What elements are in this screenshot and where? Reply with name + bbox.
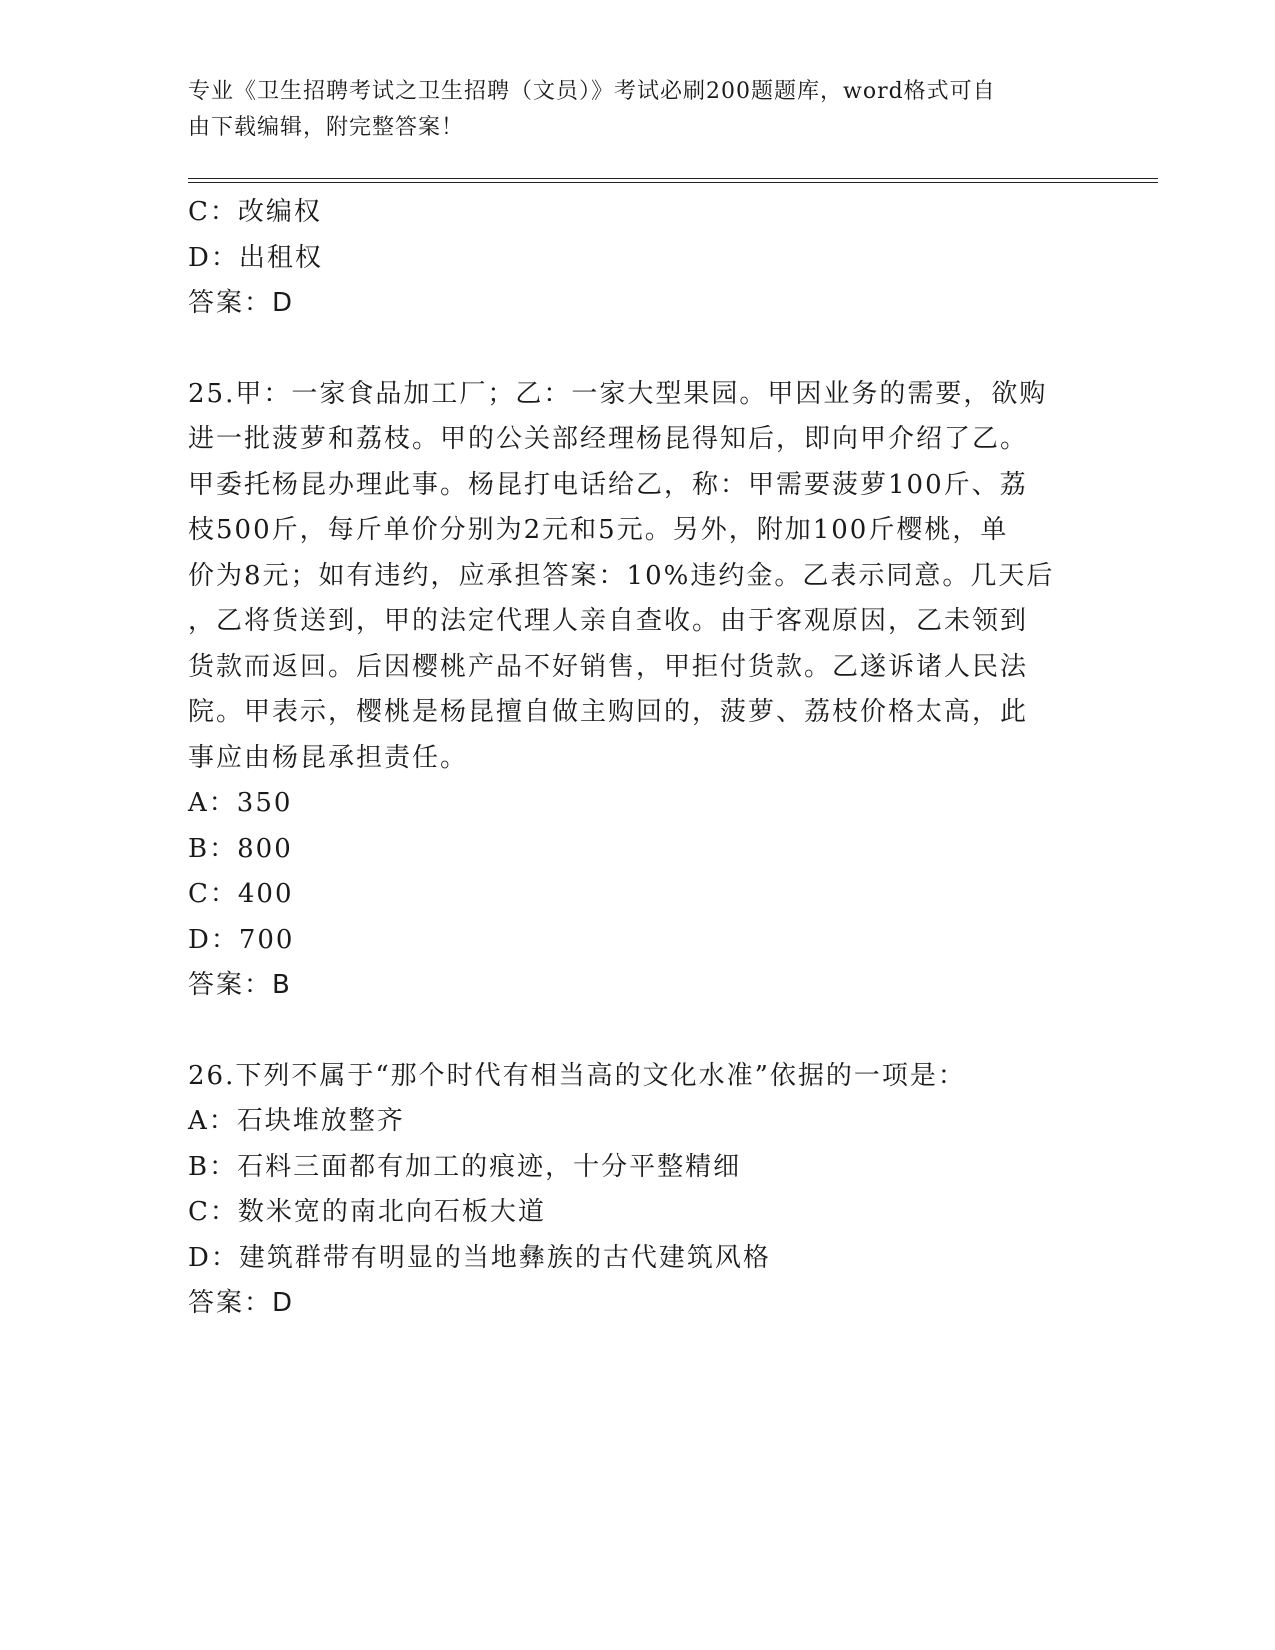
question-stem bbox=[188, 372, 1078, 782]
stem-line: 价为8元；如有违约，应承担答案：10%违约金。乙表示同意。几天后 bbox=[188, 560, 1055, 591]
spacer bbox=[188, 327, 1078, 372]
option-d: D：建筑群带有明显的当地彝族的古代建筑风格 bbox=[188, 1242, 771, 1273]
header-title-line-2: 由下载编辑，附完整答案！ bbox=[188, 115, 465, 140]
stem-line: 院。甲表示，樱桃是杨昆擅自做主购回的，菠萝、荔枝价格太高，此 bbox=[188, 697, 1029, 727]
stem-line: 进一批菠萝和荔枝。甲的公关部经理杨昆得知后，即向甲介绍了乙。 bbox=[188, 424, 1029, 454]
stem-line: ，乙将货送到，甲的法定代理人亲自查收。由于客观原因，乙未领到 bbox=[188, 606, 1029, 636]
document-header bbox=[188, 74, 1068, 146]
answer-line: 答案：D bbox=[188, 1288, 295, 1318]
previous-question-tail bbox=[188, 190, 1078, 327]
question-stem: 26.下列不属于“那个时代有相当高的文化水准”依据的一项是： bbox=[188, 1060, 966, 1091]
option-a: A：石块堆放整齐 bbox=[188, 1106, 405, 1136]
option-a: A：350 bbox=[188, 788, 293, 818]
option-c: C：数米宽的南北向石板大道 bbox=[188, 1197, 546, 1227]
spacer bbox=[188, 1009, 1078, 1054]
option-b: B：石料三面都有加工的痕迹，十分平整精细 bbox=[188, 1151, 742, 1182]
question-25 bbox=[188, 372, 1078, 1009]
option-d: D：出租权 bbox=[188, 242, 323, 273]
header-title-line-1: 专业《卫生招聘考试之卫生招聘（文员）》考试必刷200题题库，word格式可自 bbox=[188, 79, 996, 104]
answer-line: 答案：D bbox=[188, 288, 295, 318]
document-body bbox=[188, 190, 1078, 1327]
stem-line: 货款而返回。后因樱桃产品不好销售，甲拒付货款。乙遂诉诸人民法 bbox=[188, 651, 1029, 682]
stem-line: 事应由杨昆承担责任。 bbox=[188, 742, 469, 773]
header-divider-bottom bbox=[188, 182, 1158, 183]
question-26 bbox=[188, 1054, 1078, 1327]
answer-line: 答案：B bbox=[188, 970, 292, 1000]
stem-line: 甲委托杨昆办理此事。杨昆打电话给乙，称：甲需要菠萝100斤、荔 bbox=[188, 469, 1028, 500]
option-d: D：700 bbox=[188, 924, 295, 955]
header-divider-top bbox=[188, 178, 1158, 179]
option-c: C：400 bbox=[188, 879, 294, 909]
option-b: B：800 bbox=[188, 833, 293, 864]
stem-line: 25.甲：一家食品加工厂；乙：一家大型果园。甲因业务的需要，欲购 bbox=[188, 378, 1048, 409]
stem-line: 枝500斤，每斤单价分别为2元和5元。另外，附加100斤樱桃，单 bbox=[188, 515, 1009, 545]
option-c: C：改编权 bbox=[188, 197, 322, 227]
